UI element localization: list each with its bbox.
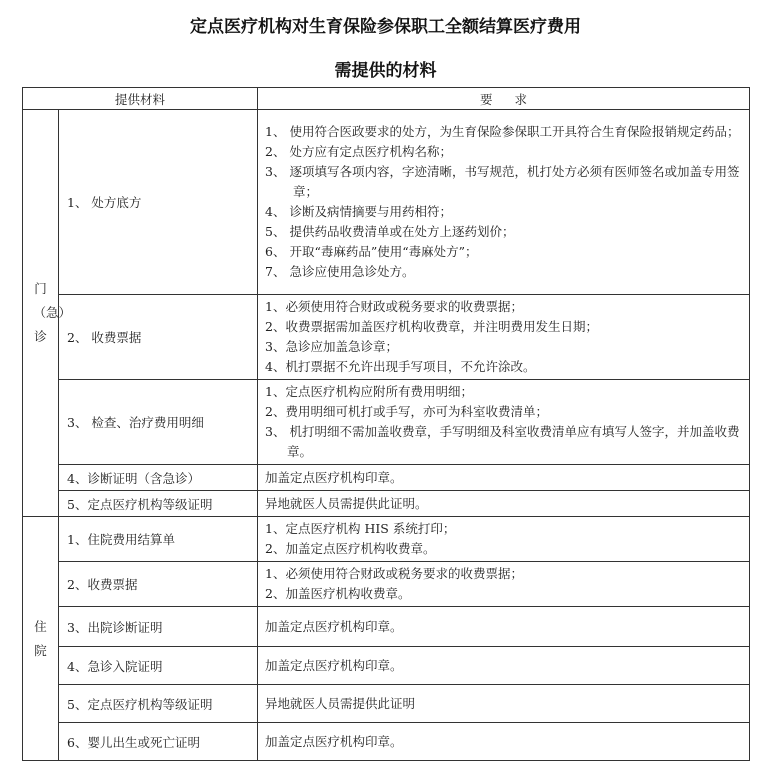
requirement-item: 1、定点医疗机构 HIS 系统打印； bbox=[265, 521, 456, 536]
table-row bbox=[23, 685, 750, 723]
requirement-item: 加盖定点医疗机构印章。 bbox=[265, 657, 403, 673]
requirement-cell bbox=[258, 465, 750, 491]
requirement-cell bbox=[258, 723, 750, 761]
table-row bbox=[23, 517, 750, 562]
table-row bbox=[23, 465, 750, 491]
table-header-row bbox=[23, 88, 750, 110]
material-cell: 2、收费票据 bbox=[59, 562, 258, 607]
material-cell: 4、急诊入院证明 bbox=[59, 647, 258, 685]
group-label: 住院 bbox=[34, 618, 47, 658]
requirement-item: 4、 诊断及病情摘要与用药相符； bbox=[265, 204, 452, 219]
requirement-cell bbox=[258, 647, 750, 685]
requirement-item: 6、 开取“毒麻药品”使用“毒麻处方”； bbox=[265, 244, 478, 259]
requirement-item: 5、 提供药品收费清单或在处方上逐药划价； bbox=[265, 224, 515, 239]
material-cell: 5、定点医疗机构等级证明 bbox=[59, 491, 258, 517]
material-cell: 1、 处方底方 bbox=[59, 110, 258, 295]
requirement-item: 加盖定点医疗机构印章。 bbox=[265, 733, 403, 749]
requirement-item: 1、必须使用符合财政或税务要求的收费票据； bbox=[265, 566, 523, 581]
group-label-cell bbox=[23, 517, 59, 761]
table-body bbox=[23, 110, 750, 761]
group-label-cell bbox=[23, 110, 72, 517]
material-cell: 4、诊断证明（含急诊） bbox=[59, 465, 258, 491]
material-cell: 2、 收费票据 bbox=[59, 295, 258, 380]
requirement-cell bbox=[258, 491, 750, 517]
requirement-item: 异地就医人员需提供此证明 bbox=[265, 695, 416, 711]
material-cell: 1、住院费用结算单 bbox=[59, 517, 258, 562]
requirement-item: 1、必须使用符合财政或税务要求的收费票据； bbox=[265, 299, 523, 314]
page-title: 定点医疗机构对生育保险参保职工全额结算医疗费用 bbox=[190, 17, 581, 37]
table-row bbox=[23, 562, 750, 607]
requirement-item: 1、定点医疗机构应附所有费用明细； bbox=[265, 384, 473, 399]
table-row bbox=[23, 295, 750, 380]
requirement-item: 异地就医人员需提供此证明。 bbox=[265, 495, 428, 511]
material-cell: 6、婴儿出生或死亡证明 bbox=[59, 723, 258, 761]
table-row bbox=[23, 723, 750, 761]
requirement-cell bbox=[258, 517, 750, 562]
group-label: 门（急）诊 bbox=[33, 281, 72, 344]
requirement-cell bbox=[258, 110, 750, 295]
requirement-item: 2、加盖定点医疗机构收费章。 bbox=[265, 541, 436, 556]
table-row bbox=[23, 647, 750, 685]
requirement-item: 2、加盖医疗机构收费章。 bbox=[265, 586, 411, 601]
material-cell: 5、定点医疗机构等级证明 bbox=[59, 685, 258, 723]
material-cell: 3、 检查、治疗费用明细 bbox=[59, 380, 258, 465]
requirement-item: 加盖定点医疗机构印章。 bbox=[265, 469, 403, 485]
header-requirement bbox=[258, 88, 750, 110]
material-cell: 3、出院诊断证明 bbox=[59, 607, 258, 647]
table-row bbox=[23, 380, 750, 465]
requirement-item: 2、费用明细可机打或手写，亦可为科室收费清单； bbox=[265, 404, 548, 419]
requirement-cell bbox=[258, 607, 750, 647]
table-row bbox=[23, 491, 750, 517]
requirement-cell bbox=[258, 685, 750, 723]
requirement-item: 3、急诊应加盖急诊章； bbox=[265, 339, 398, 354]
requirement-item: 2、收费票据需加盖医疗机构收费章，并注明费用发生日期； bbox=[265, 319, 598, 334]
requirement-item: 加盖定点医疗机构印章。 bbox=[265, 618, 403, 634]
requirement-cell bbox=[258, 295, 750, 380]
header-material: 提供材料 bbox=[23, 88, 258, 110]
requirement-item: 2、 处方应有定点医疗机构名称； bbox=[265, 144, 452, 159]
requirement-item: 7、 急诊应使用急诊处方。 bbox=[265, 264, 415, 279]
materials-table bbox=[22, 87, 750, 761]
table-row bbox=[23, 607, 750, 647]
table-row bbox=[23, 110, 750, 295]
requirement-item: 3、 逐项填写各项内容，字迹清晰，书写规范，机打处方必须有医师签名或加盖专用签章； bbox=[265, 164, 740, 199]
page-subtitle: 需提供的材料 bbox=[334, 61, 437, 81]
requirement-cell bbox=[258, 562, 750, 607]
requirement-item: 4、机打票据不允许出现手写项目，不允许涂改。 bbox=[265, 359, 536, 374]
header-requirement-text: 要求 bbox=[480, 91, 550, 107]
requirement-item: 1、 使用符合医政要求的处方，为生育保险参保职工开具符合生育保险报销规定药品； bbox=[265, 124, 740, 139]
requirement-cell bbox=[258, 380, 750, 465]
requirement-item: 3、 机打明细不需加盖收费章，手写明细及科室收费清单应有填写人签字，并加盖收费章。 bbox=[265, 424, 740, 459]
